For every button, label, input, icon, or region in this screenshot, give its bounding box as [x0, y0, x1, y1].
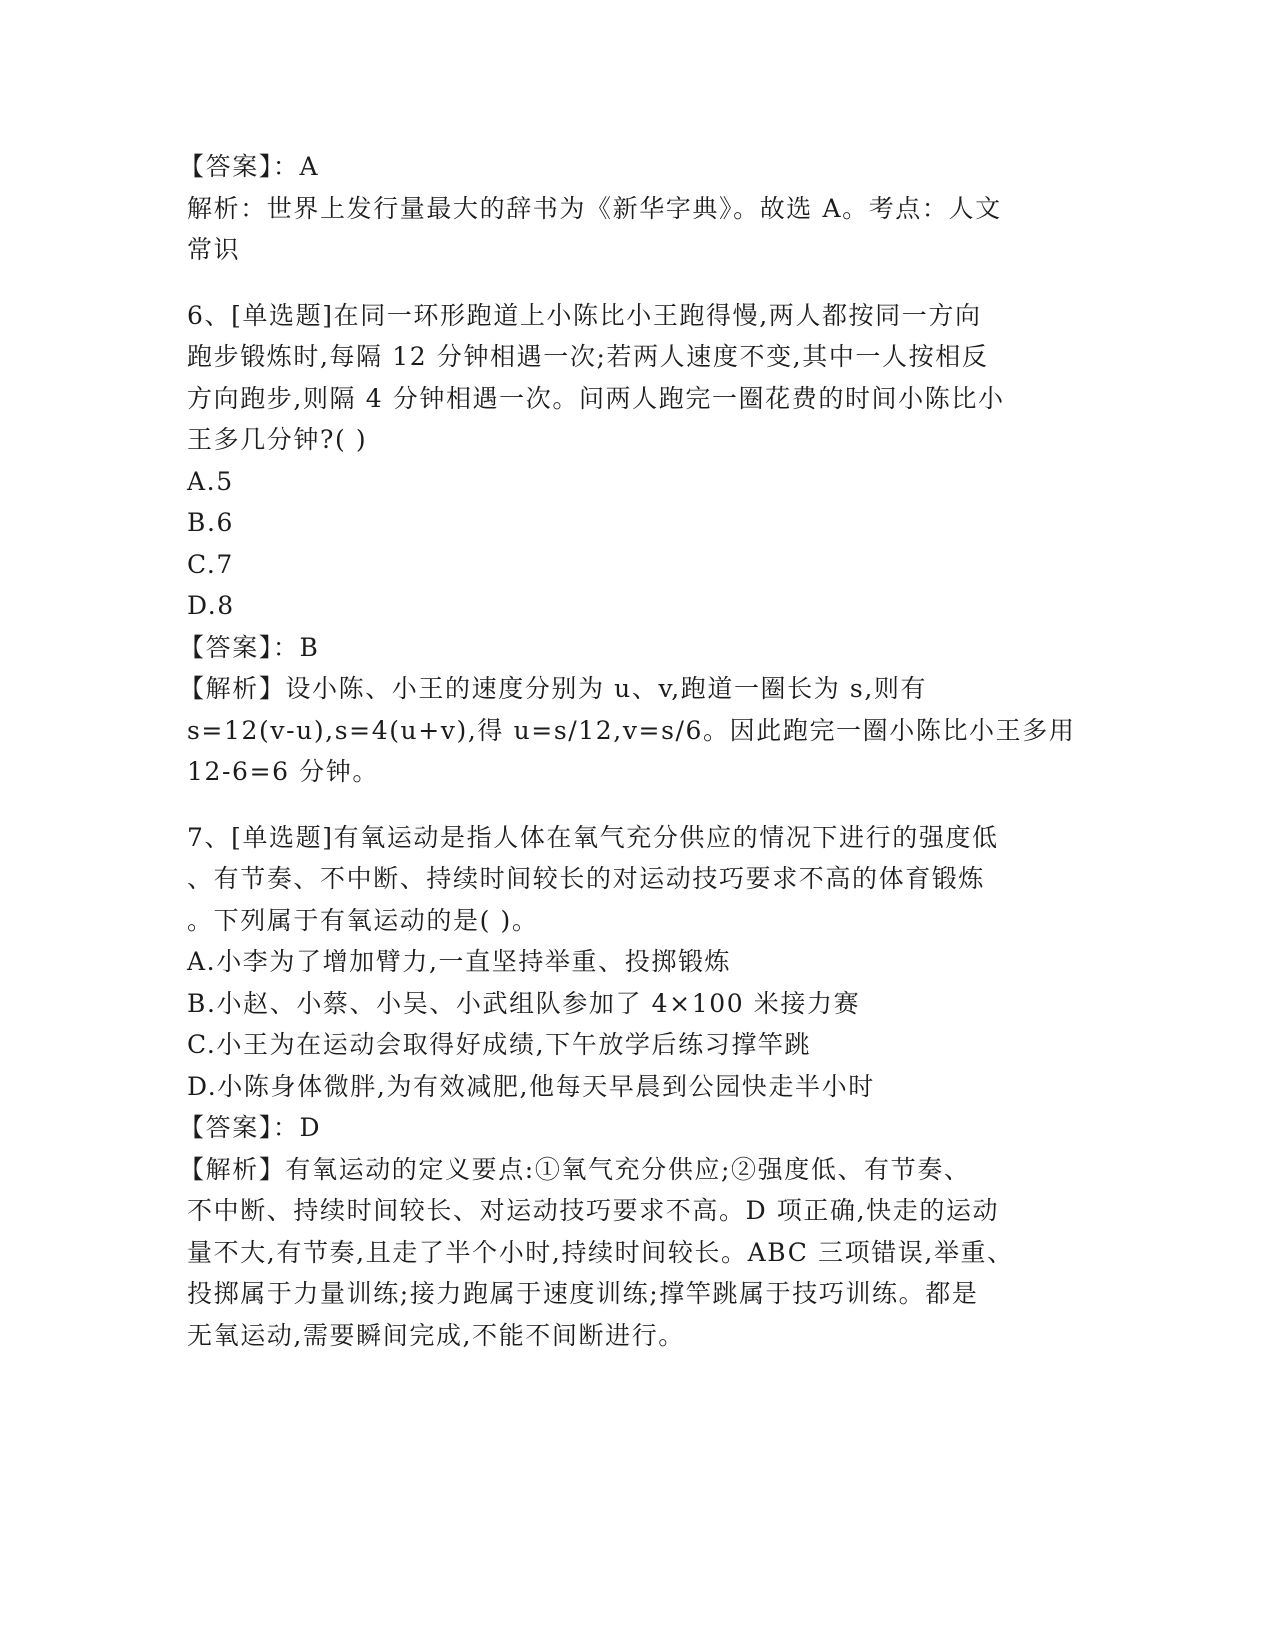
option-d: D.8 — [187, 591, 235, 620]
answer-line: 【答案】：D — [179, 1113, 322, 1142]
option-b: B.6 — [187, 508, 235, 537]
option-a: A.小李为了增加臂力,一直坚持举重、投掷锻炼 — [187, 947, 732, 976]
answer-line: 【答案】：A — [179, 152, 320, 181]
option-a: A.5 — [187, 466, 234, 496]
document-page — [179, 146, 1077, 1356]
option-b: B.小赵、小蔡、小吴、小武组队参加了 4×100 米接力赛 — [187, 988, 861, 1018]
analysis-line: 不中断、持续时间较长、对运动技巧要求不高。D 项正确,快走的运动 — [187, 1196, 1000, 1225]
question-6 — [179, 295, 1077, 793]
question-stem-line: 。下列属于有氧运动的是( )。 — [187, 905, 539, 935]
analysis-line: 解析：世界上发行量最大的辞书为《新华字典》。故选 A。考点：人文 — [187, 193, 1002, 223]
question-5-tail — [179, 146, 1077, 271]
question-7 — [179, 817, 1077, 1357]
analysis-line: 量不大,有节奏,且走了半个小时,持续时间较长。ABC 三项错误,举重、 — [187, 1237, 1014, 1267]
analysis-line: 【解析】设小陈、小王的速度分别为 u、v,跑道一圈长为 s,则有 — [179, 674, 928, 703]
analysis-line: 【解析】有氧运动的定义要点:①氧气充分供应;②强度低、有节奏、 — [179, 1154, 971, 1184]
option-c: C.小王为在运动会取得好成绩,下午放学后练习撑竿跳 — [187, 1030, 812, 1059]
answer-line: 【答案】：B — [179, 632, 320, 662]
analysis-line: 无氧运动,需要瞬间完成,不能不间断进行。 — [187, 1320, 685, 1350]
analysis-line: 12-6=6 分钟。 — [187, 757, 379, 786]
question-stem-line: 6、[单选题]在同一环形跑道上小陈比小王跑得慢,两人都按同一方向 — [187, 300, 982, 330]
analysis-line: 常识 — [187, 235, 241, 264]
analysis-line: s=12(v-u),s=4(u+v),得 u=s/12,v=s/6。因此跑完一圈小陈比小王多用 — [187, 715, 1076, 745]
question-stem-line: 7、[单选题]有氧运动是指人体在氧气充分供应的情况下进行的强度低 — [187, 822, 999, 852]
question-stem-line: 王多几分钟?( ) — [187, 425, 368, 454]
option-d: D.小陈身体微胖,为有效减肥,他每天早晨到公园快走半小时 — [187, 1071, 875, 1101]
question-stem-line: 方向跑步,则隔 4 分钟相遇一次。问两人跑完一圈花费的时间小陈比小 — [187, 383, 1005, 413]
option-c: C.7 — [187, 549, 234, 579]
question-stem-line: 、有节奏、不中断、持续时间较长的对运动技巧要求不高的体育锻炼 — [187, 864, 986, 893]
analysis-line: 投掷属于力量训练;接力跑属于速度训练;撑竿跳属于技巧训练。都是 — [187, 1279, 979, 1308]
question-stem-line: 跑步锻炼时,每隔 12 分钟相遇一次;若两人速度不变,其中一人按相反 — [187, 342, 989, 371]
